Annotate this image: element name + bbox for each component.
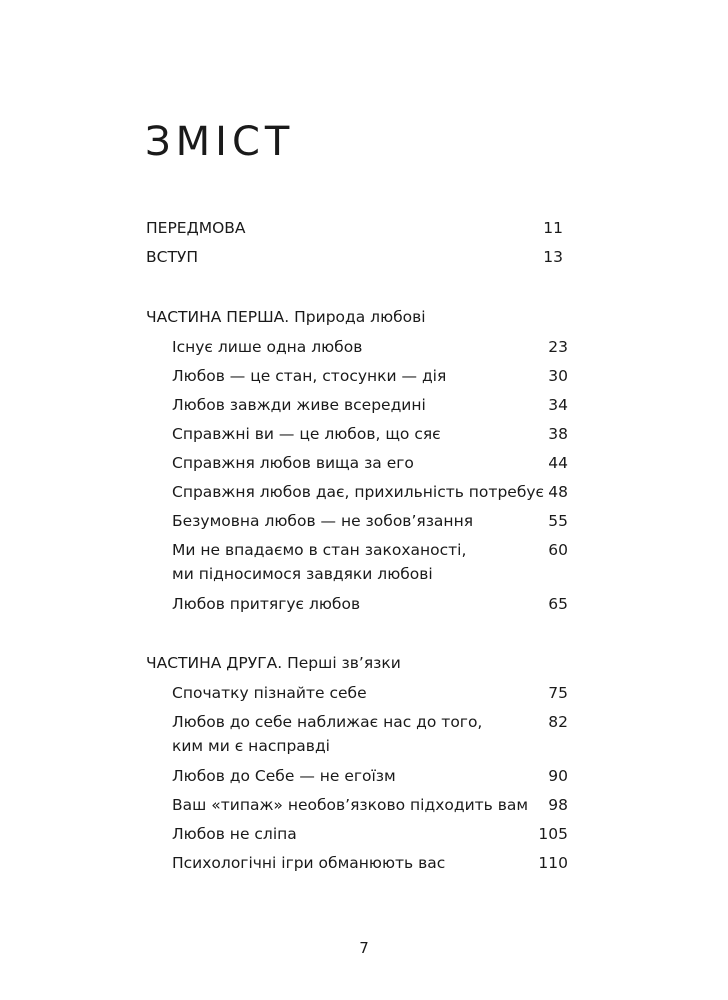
- toc-entry-label: Спочатку пізнайте себе: [172, 684, 367, 702]
- page-number: 7: [359, 939, 369, 957]
- toc-entry-label: ПЕРЕДМОВА: [146, 219, 246, 237]
- toc-entry-label: Любов до себе наближає нас до того,: [172, 713, 483, 731]
- toc-entry-label-line2: ким ми є насправді: [172, 737, 330, 755]
- toc-entry-page: 48: [548, 483, 568, 501]
- toc-entry-page: 75: [548, 684, 568, 702]
- toc-entry-label: Любов — це стан, стосунки — дія: [172, 367, 447, 385]
- page-title: ЗМІСТ: [145, 119, 295, 165]
- toc-entry-label: Ваш «типаж» необов’язково підходить вам: [172, 796, 529, 814]
- toc-entry-page: 110: [538, 854, 568, 872]
- toc-entry-page: 90: [548, 767, 568, 785]
- toc-entry-label: Любов до Себе — не егоїзм: [172, 767, 396, 785]
- toc-entry-label: Ми не впадаємо в стан закоханості,: [172, 541, 467, 559]
- toc-entry-label-line2: ми підносимося завдяки любові: [172, 565, 433, 583]
- toc-entry-label: Любов завжди живе всередині: [172, 396, 426, 414]
- toc-entry-page: 23: [548, 338, 568, 356]
- toc-entry-label: Безумовна любов — не зобов’язання: [172, 512, 474, 530]
- toc-entry-page: 13: [543, 248, 563, 266]
- toc-entry-page: 11: [543, 219, 563, 237]
- toc-entry-page: 55: [548, 512, 568, 530]
- toc-entry-label: Любов притягує любов: [172, 595, 361, 613]
- toc-entry-label: Існує лише одна любов: [172, 338, 363, 356]
- toc-entry-label: Справжні ви — це любов, що сяє: [172, 425, 441, 443]
- toc-entry-page: 30: [548, 367, 568, 385]
- toc-entry-page: 60: [548, 541, 568, 559]
- toc-entry-label: Справжня любов вища за его: [172, 454, 414, 472]
- toc-entry-page: 65: [548, 595, 568, 613]
- toc-entry-label: ВСТУП: [146, 248, 199, 266]
- toc-entry-page: 44: [548, 454, 568, 472]
- toc-entry-page: 82: [548, 713, 568, 731]
- part-title: ЧАСТИНА ПЕРША. Природа любові: [146, 308, 426, 326]
- toc-entry-label: Справжня любов дає, прихильність потребує: [172, 483, 545, 501]
- part-title: ЧАСТИНА ДРУГА. Перші зв’язки: [146, 654, 401, 672]
- toc-entry-label: Психологічні ігри обманюють вас: [172, 854, 446, 872]
- toc-entry-page: 34: [548, 396, 568, 414]
- toc-entry-page: 105: [538, 825, 568, 843]
- toc-entry-page: 38: [548, 425, 568, 443]
- toc-entry-label: Любов не сліпа: [172, 825, 297, 843]
- toc-entry-page: 98: [548, 796, 568, 814]
